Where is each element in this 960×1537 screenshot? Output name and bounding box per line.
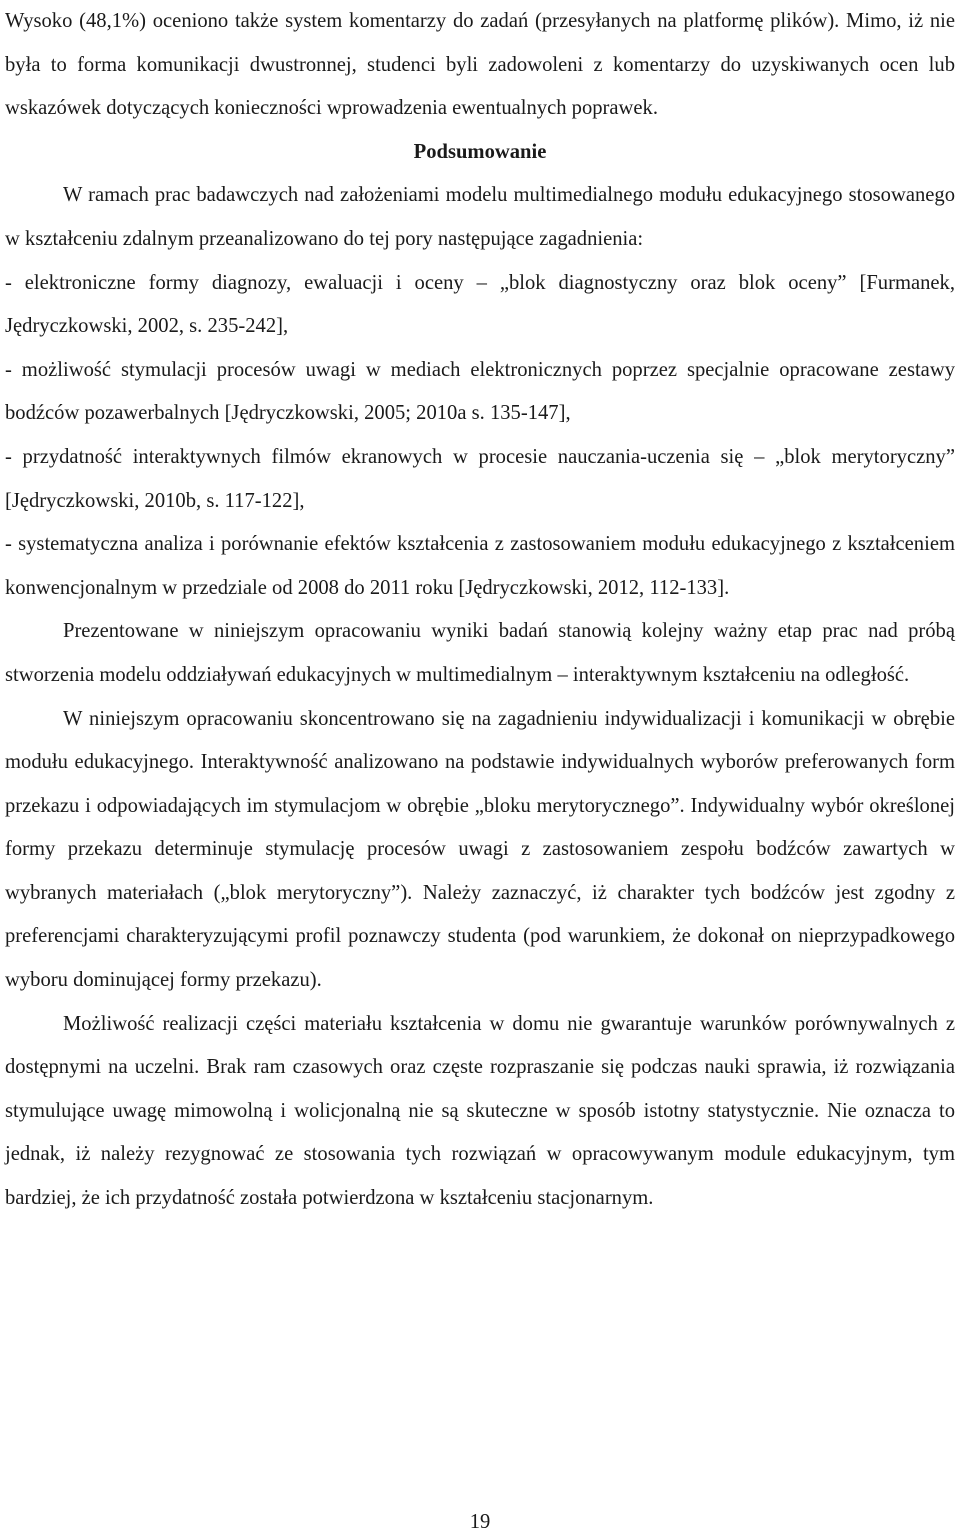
- paragraph-home-learning: Możliwość realizacji części materiału kształcenia w domu nie gwarantuje warunków porównywalnych z dostępnymi na uczelni. Brak ram czasowych oraz częste rozpraszanie się podczas nauki sprawia, iż rozwiązania stymulujące uwagę mimowolną i wolicjonalną nie są skuteczne w sposób istotny statystycznie. Nie oznacza to jednak, iż należy rezygnować ze stosowania tych rozwiązań w opracowywanym module edukacyjnym, tym bardziej, że ich przydatność została potwierdzona w kształceniu stacjonarnym.: [5, 1012, 955, 1210]
- list-item-diagnosis: - elektroniczne formy diagnozy, ewaluacji i oceny – „blok diagnostyczny oraz blok oceny” [Furmanek, Jędryczkowski, 2002, s. 235-242],: [5, 271, 955, 338]
- page-number: 19: [469, 1511, 491, 1533]
- section-heading: Podsumowanie: [413, 140, 547, 163]
- paragraph-individualization: W niniejszym opracowaniu skoncentrowano się na zagadnieniu indywidualizacji i komunikacji w obrębie modułu edukacyjnego. Interaktywność analizowano na podstawie indywidualnych wyborów preferowanych form przekazu i odpowiadających im stymulacjom w obrębie „bloku merytorycznego”. Indywidualny wybór określonej formy przekazu determinuje stymulację procesów uwagi z zastosowaniem zespołu bodźców zawartych w wybranych materiałach („blok merytoryczny”). Należy zaznaczyć, iż charakter tych bodźców jest zgodny z preferencjami charakteryzującymi profil poznawczy studenta (pod warunkiem, że dokonał on nieprzypadkowego wyboru dominującej formy przekazu).: [5, 707, 955, 992]
- list-item-interactive-films: - przydatność interaktywnych filmów ekranowych w procesie nauczania-uczenia się – „blok merytoryczny” [Jędryczkowski, 2010b, s. 117-122],: [5, 445, 955, 512]
- list-item-systematic-analysis: - systematyczna analiza i porównanie efektów kształcenia z zastosowaniem modułu edukacyjnego z kształceniem konwencjonalnym w przedziale od 2008 do 2011 roku [Jędryczkowski, 2012, 112-133].: [5, 533, 955, 599]
- paragraph-grading-comments: Wysoko (48,1%) oceniono także system komentarzy do zadań (przesyłanych na platformę plików). Mimo, iż nie była to forma komunikacji dwustronnej, studenci byli zadowoleni z komentarzy do uzyskiwanych ocen lub wskazówek dotyczących konieczności wprowadzenia ewentualnych poprawek.: [5, 10, 955, 120]
- list-item-attention-stimulation: - możliwość stymulacji procesów uwagi w mediach elektronicznych poprzez specjalnie opracowane zestawy bodźców pozawerbalnych [Jędryczkowski, 2005; 2010a s. 135-147],: [5, 358, 955, 425]
- paragraph-presented-results: Prezentowane w niniejszym opracowaniu wyniki badań stanowią kolejny ważny etap prac nad próbą stworzenia modelu oddziaływań edukacyjnych w multimedialnym – interaktywnym kształceniu na odległość.: [5, 620, 955, 686]
- paragraph-research-summary: W ramach prac badawczych nad założeniami modelu multimedialnego modułu edukacyjnego stosowanego w kształceniu zdalnym przeanalizowano do tej pory następujące zagadnienia:: [5, 184, 955, 250]
- document-page: [5, 0, 955, 1221]
